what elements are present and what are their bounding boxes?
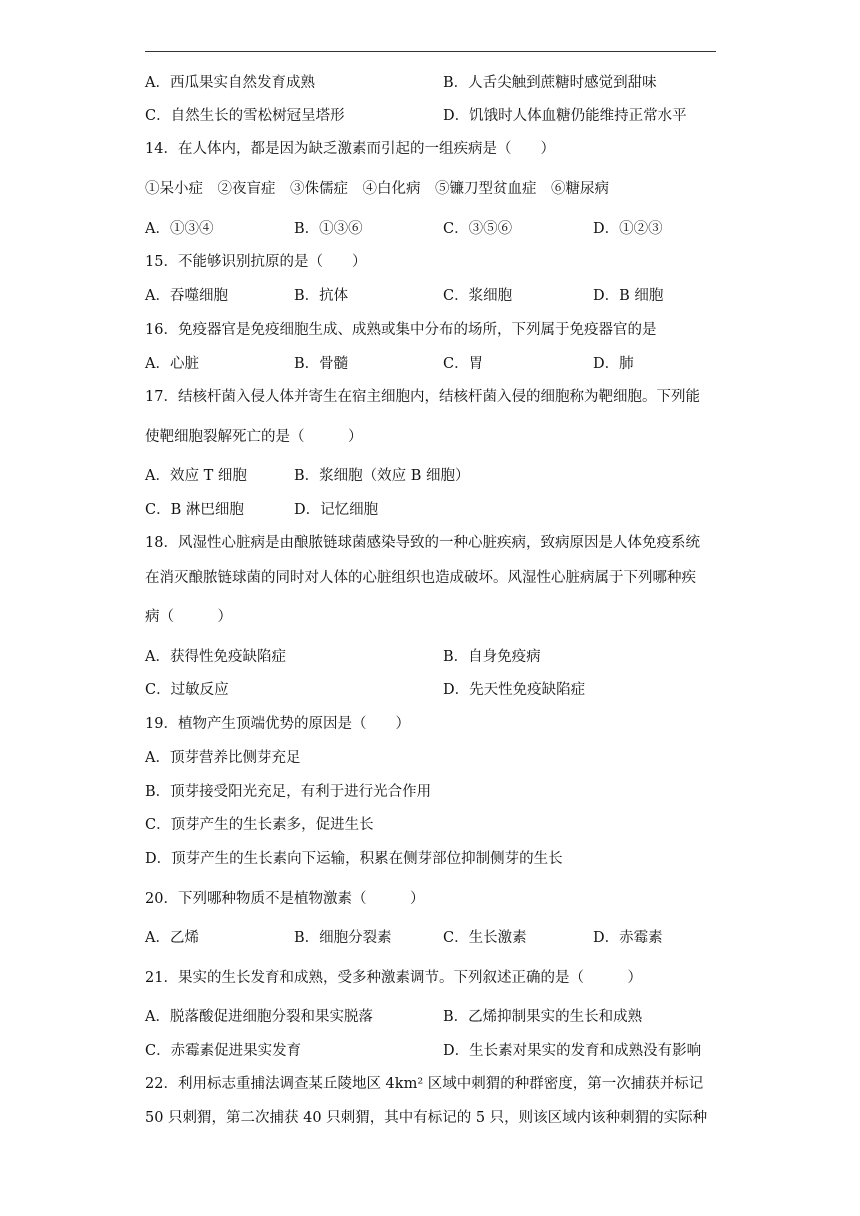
q18-stem-line-2: 在消灭酿脓链球菌的同时对人体的心脏组织也造成破坏。风湿性心脏病属于下列哪种疾 — [145, 570, 696, 586]
q18-stem-line-1: 18．风湿性心脏病是由酿脓链球菌感染导致的一种心脏疾病，致病原因是人体免疫系统 — [145, 535, 700, 551]
q19-option-d[interactable]: D．顶芽产生的生长素向下运输，积累在侧芽部位抑制侧芽的生长 — [145, 851, 563, 867]
q18-option-d[interactable]: D．先天性免疫缺陷症 — [443, 682, 586, 698]
q21-option-c[interactable]: C．赤霉素促进果实发育 — [145, 1043, 302, 1059]
q16-stem: 16．免疫器官是免疫细胞生成、成熟或集中分布的场所，下列属于免疫器官的是 — [145, 322, 657, 338]
q19-stem: 19．植物产生顶端优势的原因是（ ） — [145, 716, 410, 732]
q15-option-c[interactable]: C．浆细胞 — [443, 288, 513, 304]
q13-option-a[interactable]: A．西瓜果实自然发育成熟 — [145, 75, 315, 91]
q17-option-a[interactable]: A．效应 T 细胞 — [145, 468, 247, 484]
q20-option-c[interactable]: C．生长激素 — [443, 930, 527, 946]
q16-option-a[interactable]: A．心脏 — [145, 356, 199, 372]
header-rule — [145, 51, 716, 52]
q20-option-b[interactable]: B．细胞分裂素 — [294, 930, 392, 946]
q20-option-d[interactable]: D．赤霉素 — [593, 930, 663, 946]
q14-option-c[interactable]: C．③⑤⑥ — [443, 221, 513, 237]
q15-option-b[interactable]: B．抗体 — [294, 288, 349, 304]
q14-option-a[interactable]: A．①③④ — [145, 221, 214, 237]
q16-option-c[interactable]: C．胃 — [443, 356, 484, 372]
q18-stem-line-3: 病（ ） — [145, 609, 232, 625]
q22-stem-line-1: 22．利用标志重捕法调查某丘陵地区 4km² 区域中刺猬的种群密度，第一次捕获并标记 — [145, 1076, 704, 1092]
q17-option-b[interactable]: B．浆细胞（效应 B 细胞） — [294, 468, 470, 484]
q17-stem-line-2: 使靶细胞裂解死亡的是（ ） — [145, 429, 363, 445]
q13-option-c[interactable]: C．自然生长的雪松树冠呈塔形 — [145, 108, 345, 124]
q13-option-b[interactable]: B．人舌尖触到蔗糖时感觉到甜味 — [443, 75, 657, 91]
q18-option-a[interactable]: A．获得性免疫缺陷症 — [145, 649, 286, 665]
q13-option-d[interactable]: D．饥饿时人体血糖仍能维持正常水平 — [443, 108, 687, 124]
q17-option-c[interactable]: C．B 淋巴细胞 — [145, 502, 244, 518]
q21-stem: 21．果实的生长发育和成熟，受多种激素调节。下列叙述正确的是（ ） — [145, 970, 642, 986]
q19-option-a[interactable]: A．顶芽营养比侧芽充足 — [145, 750, 301, 766]
q17-stem-line-1: 17．结核杆菌入侵人体并寄生在宿主细胞内，结核杆菌入侵的细胞称为靶细胞。下列能 — [145, 389, 700, 405]
q15-stem: 15．不能够识别抗原的是（ ） — [145, 254, 367, 270]
q21-option-b[interactable]: B．乙烯抑制果实的生长和成熟 — [443, 1009, 643, 1025]
q22-stem-line-2: 50 只刺猬，第二次捕获 40 只刺猬，其中有标记的 5 只，则该区域内该种刺猬的实际种 — [145, 1110, 708, 1126]
q14-option-d[interactable]: D．①②③ — [593, 221, 663, 237]
q14-option-b[interactable]: B．①③⑥ — [294, 221, 363, 237]
q18-option-c[interactable]: C．过敏反应 — [145, 682, 229, 698]
q19-option-b[interactable]: B．顶芽接受阳光充足，有利于进行光合作用 — [145, 784, 432, 800]
q15-option-a[interactable]: A．吞噬细胞 — [145, 288, 228, 304]
q19-option-c[interactable]: C．顶芽产生的生长素多，促进生长 — [145, 817, 374, 833]
q20-stem: 20．下列哪种物质不是植物激素（ ） — [145, 891, 425, 907]
q14-items: ①呆小症 ②夜盲症 ③侏儒症 ④白化病 ⑤镰刀型贫血症 ⑥糖尿病 — [145, 181, 609, 197]
q16-option-b[interactable]: B．骨髓 — [294, 356, 349, 372]
q20-option-a[interactable]: A．乙烯 — [145, 930, 199, 946]
q18-option-b[interactable]: B．自身免疫病 — [443, 649, 541, 665]
q17-option-d[interactable]: D．记忆细胞 — [294, 502, 379, 518]
q21-option-d[interactable]: D．生长素对果实的发育和成熟没有影响 — [443, 1043, 702, 1059]
q21-option-a[interactable]: A．脱落酸促进细胞分裂和果实脱落 — [145, 1009, 373, 1025]
q14-stem: 14．在人体内，都是因为缺乏激素而引起的一组疾病是（ ） — [145, 141, 555, 157]
q15-option-d[interactable]: D．B 细胞 — [593, 288, 664, 304]
q16-option-d[interactable]: D．肺 — [593, 356, 634, 372]
